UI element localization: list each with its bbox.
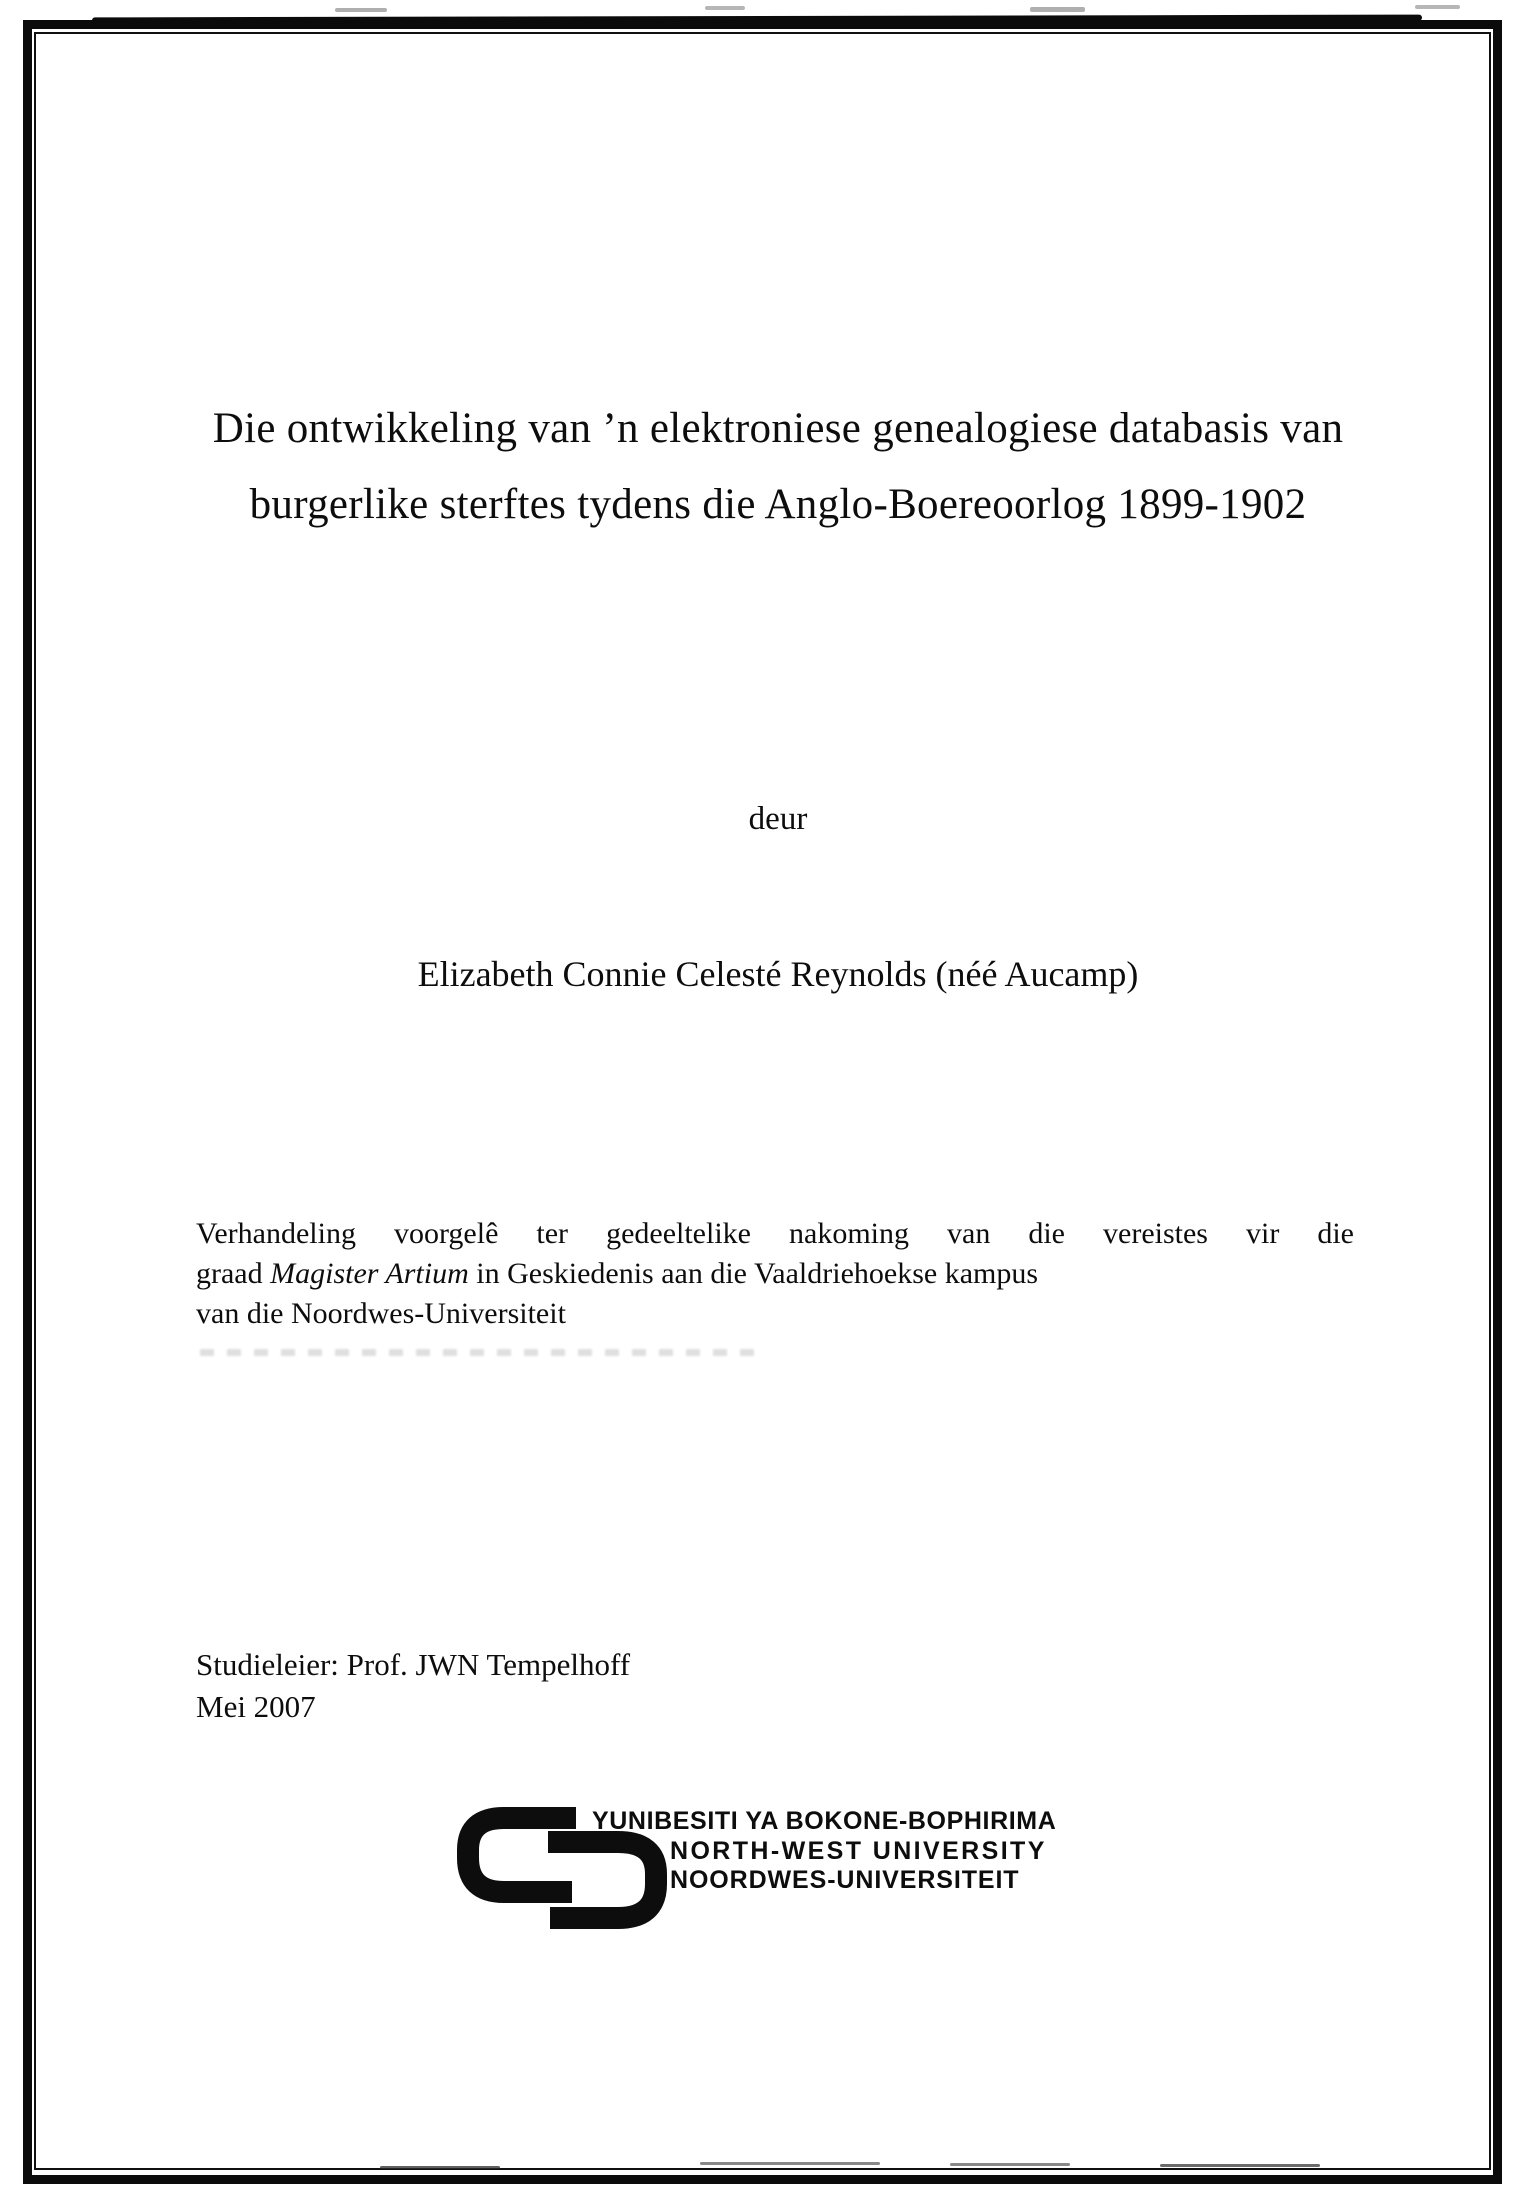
degree-statement-line-1: Verhandeling voorgelê ter gedeeltelike nakoming van die vereistes vir die bbox=[196, 1217, 1354, 1250]
degree-line2-pre: graad bbox=[196, 1257, 271, 1290]
degree-statement bbox=[196, 1214, 1354, 1334]
logo-text-afrikaans: NOORDWES-UNIVERSITEIT bbox=[670, 1866, 1020, 1894]
logo-text-english: NORTH-WEST UNIVERSITY bbox=[670, 1837, 1047, 1865]
logo-text-setswana: YUNIBESITI YA BOKONE-BOPHIRIMA bbox=[592, 1807, 1057, 1835]
supervisor-block bbox=[196, 1644, 630, 1728]
author-name: Elizabeth Connie Celesté Reynolds (néé Aucamp) bbox=[417, 954, 1139, 994]
thesis-title-line-1: Die ontwikkeling van ’n elektroniese genealogiese databasis van bbox=[212, 405, 1344, 452]
thesis-title-line-2: burgerlike sterftes tydens die Anglo-Boereoorlog 1899-1902 bbox=[249, 481, 1307, 528]
degree-statement-line-3: van die Noordwes-Universiteit bbox=[196, 1297, 566, 1330]
degree-statement-line-2 bbox=[196, 1254, 1354, 1294]
date-line: Mei 2007 bbox=[196, 1689, 316, 1724]
degree-line2-post: in Geskiedenis aan die Vaaldriehoekse kampus bbox=[468, 1257, 1039, 1290]
degree-name-italic: Magister Artium bbox=[270, 1257, 469, 1290]
supervisor-line: Studieleier: Prof. JWN Tempelhoff bbox=[196, 1647, 631, 1682]
byline-deur: deur bbox=[748, 801, 808, 837]
scan-artifact bbox=[1415, 5, 1460, 9]
